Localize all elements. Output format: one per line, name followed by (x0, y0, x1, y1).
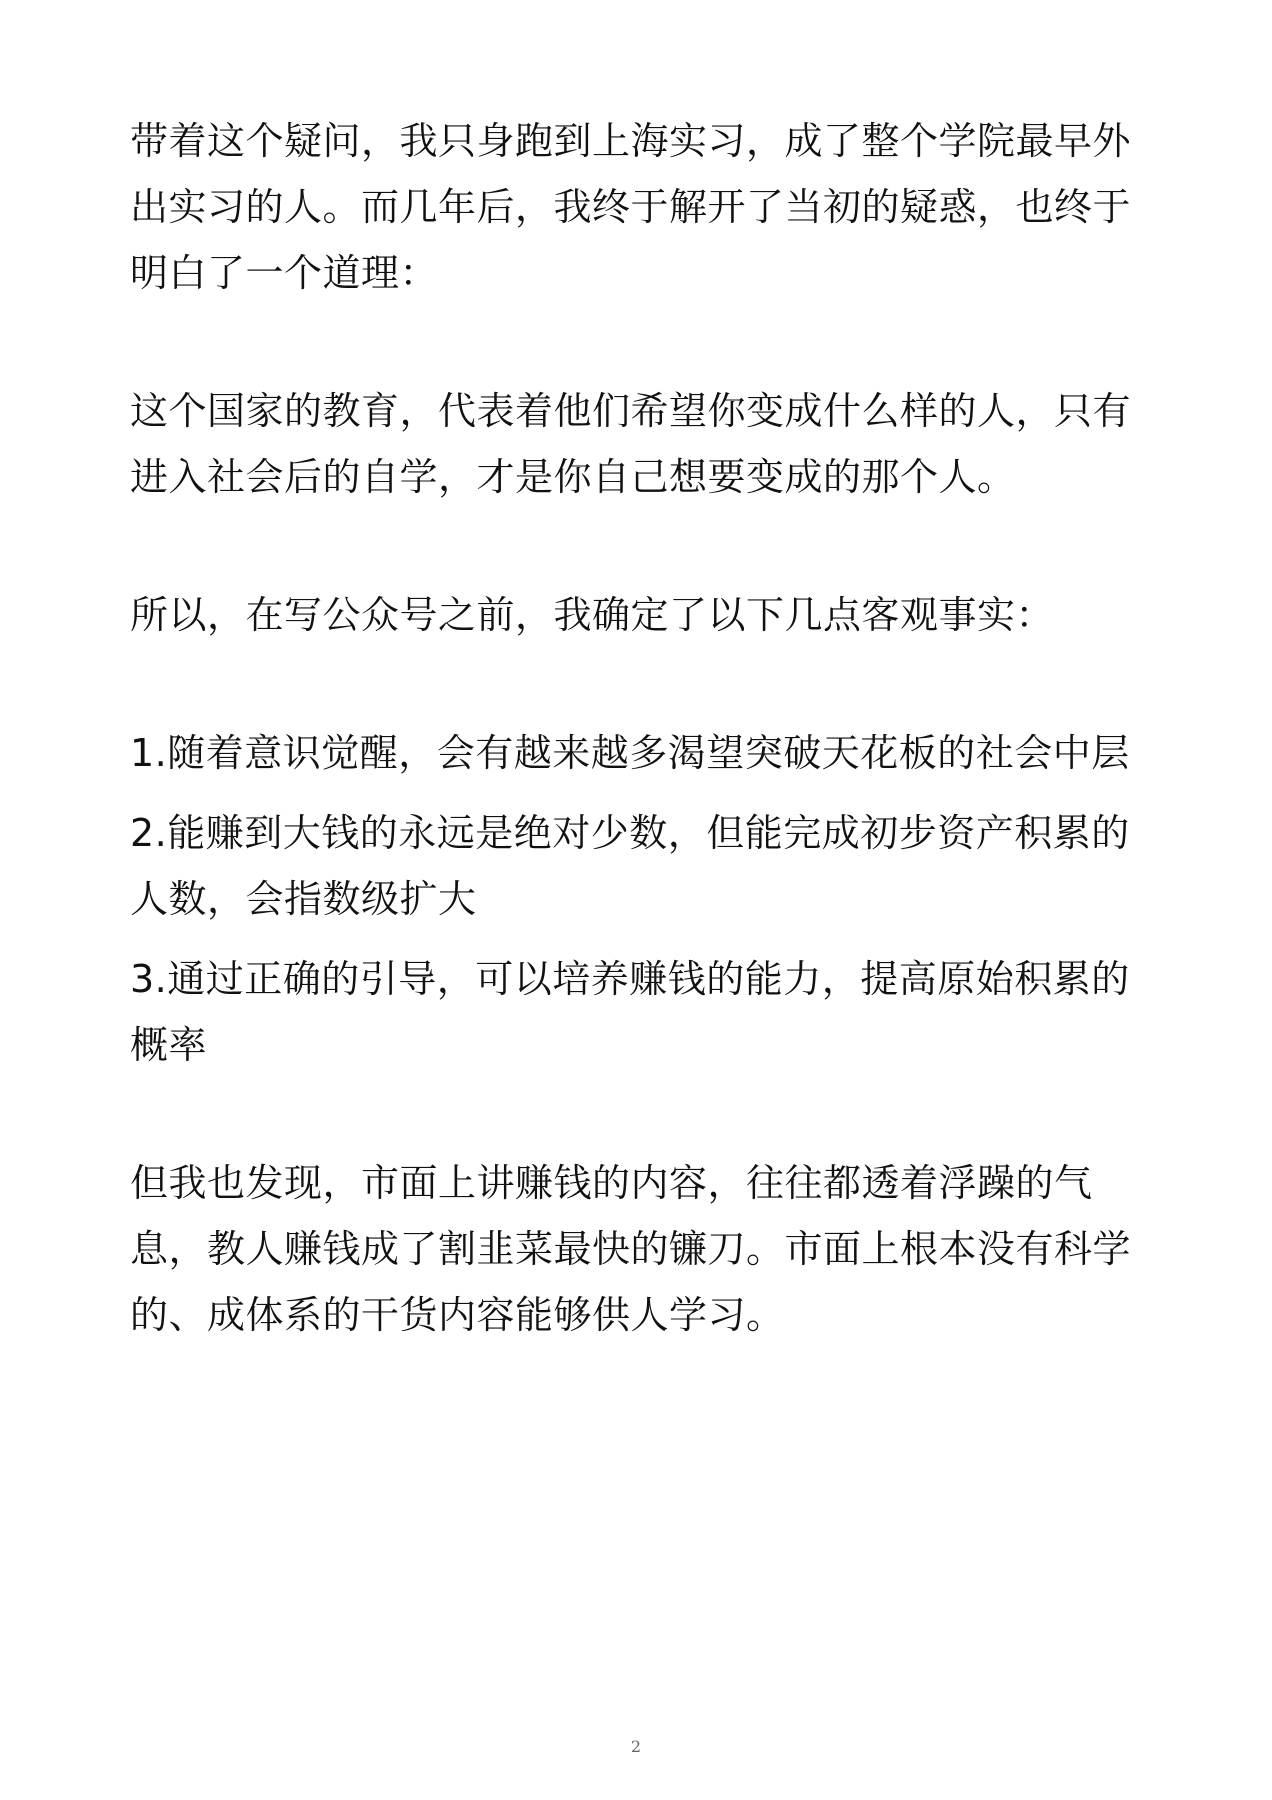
list-spacer (130, 932, 1140, 946)
paragraph-closing: 但我也发现，市面上讲赚钱的内容，往往都透着浮躁的气息，教人赚钱成了割韭菜最快的镰刀。市面上根本没有科学的、成体系的干货内容能够供人学习。 (130, 1161, 1132, 1337)
list-item-1: 1.随着意识觉醒，会有越来越多渴望突破天花板的社会中层 (130, 731, 1130, 775)
paragraph-education: 这个国家的教育，代表着他们希望你变成什么样的人，只有进入社会后的自学，才是你自己想要变成的那个人。 (130, 389, 1132, 499)
list-item-2: 2.能赚到大钱的永远是绝对少数，但能完成初步资产积累的人数，会指数级扩大 (130, 811, 1130, 921)
paragraph-spacer (130, 1078, 1140, 1150)
paragraph-question: 带着这个疑问，我只身跑到上海实习，成了整个学院最早外出实习的人。而几年后，我终于解开了当初的疑惑，也终于明白了一个道理： (130, 119, 1132, 295)
paragraph-facts-intro: 所以，在写公众号之前，我确定了以下几点客观事实： (130, 593, 1055, 637)
document-body (130, 108, 1140, 1348)
paragraph-spacer (130, 306, 1140, 378)
page-number: 2 (630, 1737, 642, 1756)
list-spacer (130, 786, 1140, 800)
paragraph-spacer (130, 510, 1140, 582)
paragraph-spacer (130, 648, 1140, 720)
list-item-3: 3.通过正确的引导，可以培养赚钱的能力，提高原始积累的概率 (130, 957, 1130, 1067)
